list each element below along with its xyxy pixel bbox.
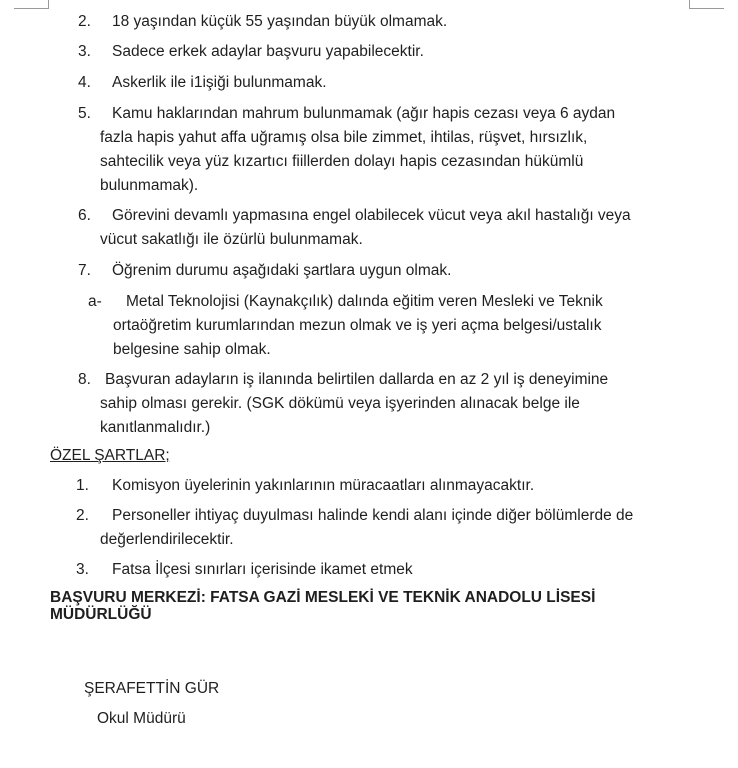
item-number: 2. [78, 13, 91, 30]
condition-item-5 [78, 102, 615, 198]
item-text: Fatsa İlçesi sınırları içerisinde ikamet etmek [112, 561, 413, 578]
item-number: 5. [78, 105, 91, 122]
item-text-line-1: Kamu haklarından mahrum bulunmamak (ağır hapis cezası veya 6 aydan [112, 105, 616, 122]
application-center-line-2: MÜDÜRLÜĞÜ [50, 606, 152, 623]
item-text-line-3: belgesine sahip olmak. [113, 341, 271, 358]
item-text: Sadece erkek adaylar başvuru yapabilecektir. [112, 43, 424, 60]
signatory-name: ŞERAFETTİN GÜR [84, 680, 220, 697]
item-number: a- [88, 293, 102, 310]
item-text-line-1: Görevini devamlı yapmasına engel olabilecek vücut veya akıl hastalığı veya [112, 207, 631, 224]
item-text-line-2: ortaöğretim kurumlarından mezun olmak ve iş yeri açma belgesi/ustalık [113, 317, 602, 334]
item-text: Öğrenim durumu aşağıdaki şartlara uygun olmak. [112, 262, 452, 279]
special-item-2 [76, 504, 633, 552]
condition-item-3 [78, 40, 424, 64]
item-text-line-1: Personeller ihtiyaç duyulması halinde kendi alanı içinde diğer bölümlerde de [112, 507, 634, 524]
item-number: 4. [78, 74, 91, 91]
condition-item-7a [88, 290, 603, 362]
condition-item-2 [78, 10, 447, 34]
condition-item-8 [78, 368, 608, 440]
item-text-line-2: sahip olması gerekir. (SGK dökümü veya işyerinden alınacak belge ile [100, 395, 580, 412]
special-item-3 [76, 558, 413, 582]
page-corner-mark-right [689, 0, 724, 9]
special-conditions-heading: ÖZEL ŞARTLAR; [50, 447, 170, 464]
page-corner-mark-left [14, 0, 49, 9]
item-text-line-3: sahtecilik veya yüz kızartıcı fiillerden dolayı hapis cezasından hükümlü [100, 153, 584, 170]
condition-item-7 [78, 259, 451, 283]
item-number: 8. [78, 371, 91, 388]
condition-item-6 [78, 204, 631, 252]
item-number: 6. [78, 207, 91, 224]
item-number: 1. [76, 477, 89, 494]
item-number: 7. [78, 262, 91, 279]
application-center-line-1: BAŞVURU MERKEZİ: FATSA GAZİ MESLEKİ VE TEKNİK ANADOLU LİSESİ [50, 589, 596, 606]
item-text-line-1: Metal Teknolojisi (Kaynakçılık) dalında eğitim veren Mesleki ve Teknik [126, 293, 603, 310]
item-number: 2. [76, 507, 89, 524]
condition-item-4 [78, 71, 327, 95]
item-text: Askerlik ile i1işiği bulunmamak. [112, 74, 327, 91]
item-text-line-4: bulunmamak). [100, 177, 199, 194]
special-item-1 [76, 474, 534, 498]
item-text: Komisyon üyelerinin yakınlarının müracaatları alınmayacaktır. [112, 477, 535, 494]
item-text-line-2: değerlendirilecektir. [100, 531, 234, 548]
item-text-line-3: kanıtlanmalıdır.) [100, 419, 211, 436]
item-number: 3. [76, 561, 89, 578]
item-text: 18 yaşından küçük 55 yaşından büyük olmamak. [112, 13, 448, 30]
item-number: 3. [78, 43, 91, 60]
signatory-title: Okul Müdürü [97, 710, 186, 727]
item-text-line-2: fazla hapis yahut affa uğramış olsa bile zimmet, ihtilas, rüşvet, hırsızlık, [100, 129, 588, 146]
item-text-line-1: Başvuran adayların iş ilanında belirtilen dallarda en az 2 yıl iş deneyimine [105, 371, 609, 388]
item-text-line-2: vücut sakatlığı ile özürlü bulunmamak. [100, 231, 363, 248]
